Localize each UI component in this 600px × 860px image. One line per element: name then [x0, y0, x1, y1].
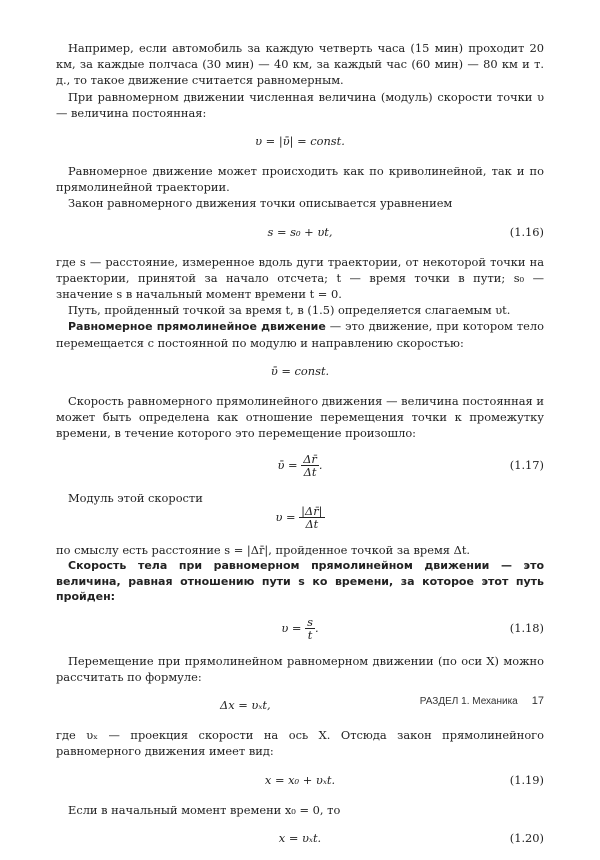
equation-text: s = s₀ + υt,: [267, 224, 333, 239]
equation-lhs: ῡ =: [277, 457, 302, 472]
equation-1-16: [56, 221, 544, 243]
paragraph-modulus: Модуль этой скорости: [68, 490, 203, 505]
fraction: [299, 505, 324, 531]
equation-number: (1.18): [509, 620, 544, 635]
equation-speed-const: [56, 130, 544, 152]
equation-text: Δx = υₓt,: [220, 698, 271, 713]
fraction: [305, 616, 315, 642]
page-footer: [420, 694, 544, 710]
fraction-denominator: Δt: [305, 517, 319, 532]
fraction-numerator: s: [307, 614, 313, 629]
equation-lhs: υ =: [281, 620, 306, 635]
equation-number: (1.16): [509, 224, 544, 239]
paragraph-definition: [56, 318, 544, 351]
paragraph-uniform-speed: При равномерном движении численная величина (модуль) скорости точки υ — величина постоянная:: [56, 89, 544, 120]
paragraph-projection: где υₓ — проекция скорости на ось X. Отсюда закон прямолинейного равномерного движения имеет вид:: [56, 728, 544, 759]
term-uniform-rectilinear: Равномерное прямолинейное движение: [68, 320, 326, 334]
equation-modulus: [56, 500, 544, 534]
equation-tail: .: [314, 620, 319, 635]
equation-formula: [56, 611, 544, 645]
paragraph-law: Закон равномерного движения точки описывается уравнением: [68, 196, 453, 211]
equation-lhs: υ =: [275, 509, 300, 524]
equation-tail: .: [318, 457, 323, 472]
equation-number: (1.19): [509, 772, 544, 787]
fraction-numerator: Δr̄: [303, 451, 317, 466]
equation-formula: [56, 448, 544, 482]
fraction-denominator: Δt: [303, 465, 317, 480]
fraction-numerator: |Δr̄|: [301, 503, 323, 518]
definition-text: — это движение, при котором тело перемещается с постоянной по модулю и направлению скоростью:: [56, 319, 544, 350]
paragraph-speed-bold: Скорость тела при равномерном прямолинейном движении — это величина, равная отношению пути s ко времени, за которое этот путь пройден:: [56, 558, 544, 604]
paragraph-example: Например, если автомобиль за каждую четверть часа (15 мин) проходит 20 км, за каждые полчаса (30 мин) — 40 км, за каждый час (60 мин) — 80 км и т. д., то такое движение считается равномерным.: [56, 41, 544, 88]
equation-text: x = υₓt.: [278, 830, 322, 845]
paragraph-path: Путь, пройденный точкой за время t, в (1.5) определяется слагаемым υt.: [68, 303, 511, 318]
equation-vector-const: [56, 360, 544, 382]
paragraph-where-s: где s — расстояние, измеренное вдоль дуги траектории, от некоторой точки на траектории, принятой за начало отсчета; t — время точки в пути; s₀ — значение s в начальный момент времени t = 0.: [56, 254, 544, 301]
page-content: [56, 40, 544, 860]
page-number: 17: [531, 695, 544, 707]
fraction: [301, 453, 319, 479]
paragraph-initial-zero: Если в начальный момент времени x₀ = 0, то: [68, 802, 341, 817]
equation-1-20: [56, 827, 544, 849]
equation-text: υ = |ῡ| = const.: [255, 133, 345, 148]
paragraph-distance-meaning: по смыслу есть расстояние s = |Δr̄|, пройденное точкой за время Δt.: [56, 542, 471, 557]
equation-text: x = x₀ + υₓt.: [264, 772, 336, 787]
equation-number: (1.20): [509, 830, 544, 845]
equation-number: (1.17): [509, 457, 544, 472]
fraction-denominator: t: [307, 628, 313, 643]
footer-section-title: РАЗДЕЛ 1. Механика: [419, 696, 518, 707]
equation-formula: [56, 500, 544, 534]
equation-text: ῡ = const.: [270, 364, 330, 379]
paragraph-displacement: Перемещение при прямолинейном равномерном движении (по оси X) можно рассчитать по формуле:: [56, 653, 544, 684]
equation-1-18: [56, 611, 544, 645]
paragraph-trajectory: Равномерное движение может происходить как по криволинейной, так и по прямолинейной траектории.: [56, 163, 544, 195]
equation-1-17: [56, 448, 544, 482]
equation-1-19: [56, 769, 544, 791]
paragraph-velocity-def: Скорость равномерного прямолинейного движения — величина постоянная и может быть определена как отношение перемещения точки к промежутку времени, в течение которого это перемещение произошло:: [56, 394, 544, 441]
